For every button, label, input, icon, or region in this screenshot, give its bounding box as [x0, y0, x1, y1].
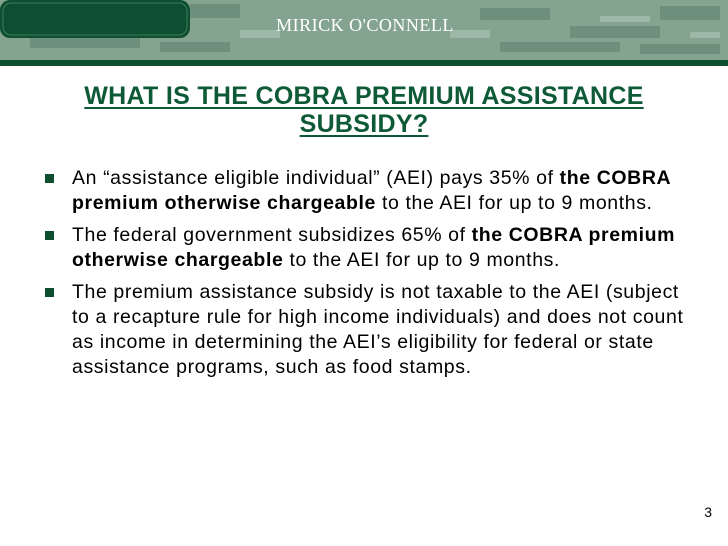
square-bullet-icon	[45, 174, 54, 183]
square-bullet-icon	[45, 288, 54, 297]
page-number: 3	[704, 504, 712, 520]
bullet-item	[0, 166, 728, 216]
logo-plate	[0, 0, 190, 38]
bullet-list	[0, 166, 728, 387]
square-bullet-icon	[45, 231, 54, 240]
bullet-text-bold: the COBRA premium otherwise chargeable	[72, 224, 676, 271]
bullet-item	[0, 223, 728, 273]
company-logo: MIRICK O'CONNELL	[276, 14, 454, 35]
bullet-text-pre: The premium assistance subsidy is not taxable to the AEI (subject to a recapture rule for high income individuals) and does not count as income in determining the AEI’s eligibility for federal or state assistance programs, such as food stamps.	[72, 281, 684, 378]
bullet-item	[0, 280, 728, 380]
header-rule	[0, 60, 728, 66]
bullet-text-pre: An “assistance eligible individual” (AEI) pays 35% of	[72, 167, 560, 189]
bullet-text-post: to the AEI for up to 9 months.	[375, 192, 653, 214]
slide-title: WHAT IS THE COBRA PREMIUM ASSISTANCE SUBSIDY?	[84, 82, 644, 138]
bullet-text-post: to the AEI for up to 9 months.	[283, 249, 561, 271]
bullet-text-pre: The federal government subsidizes 65% of	[72, 224, 472, 246]
bullet-text-bold: the COBRA premium otherwise chargeable	[72, 167, 671, 214]
header-banner	[0, 0, 728, 60]
